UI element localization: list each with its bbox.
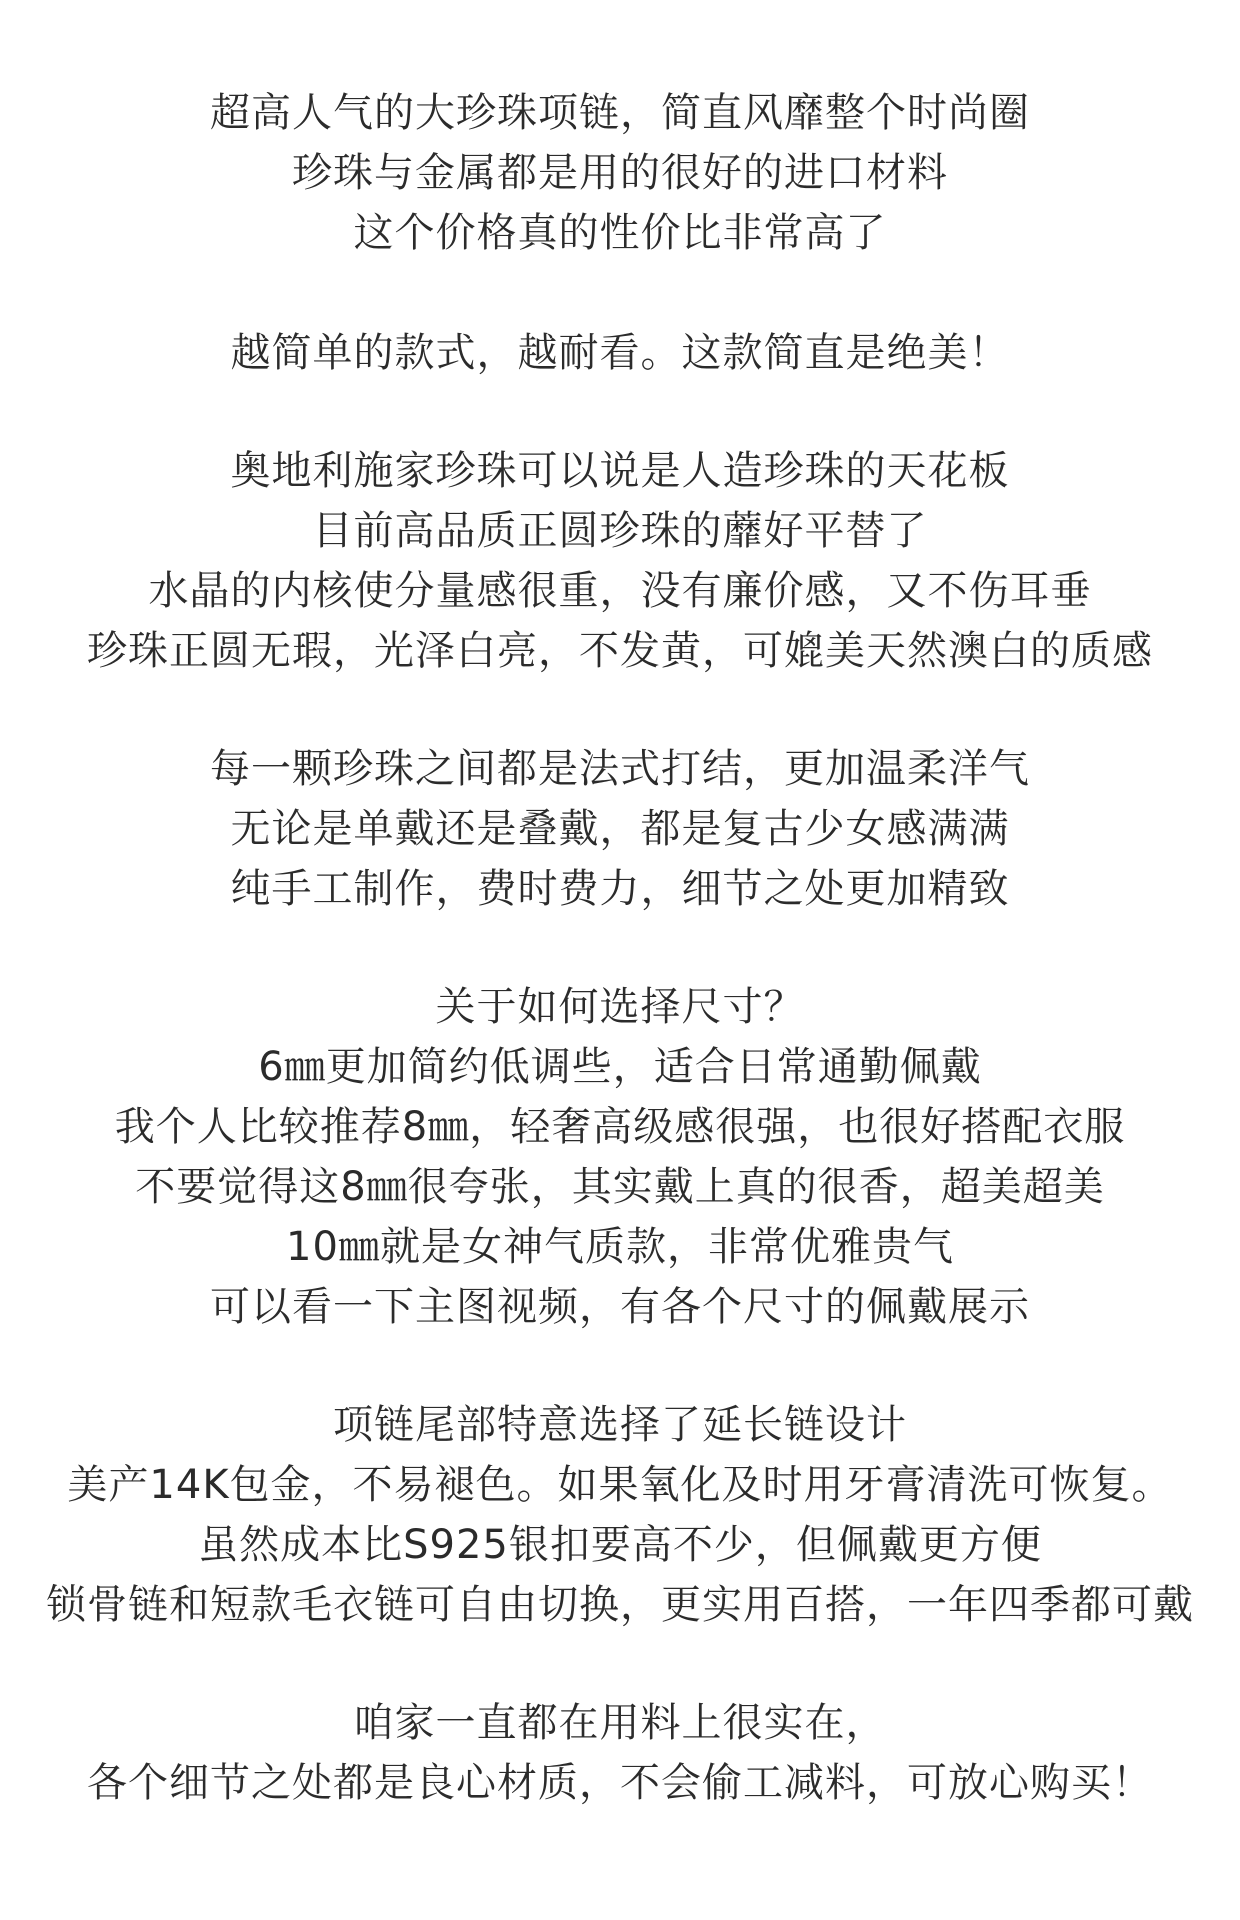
text-line: 珍珠与金属都是用的很好的进口材料 <box>292 150 948 196</box>
text-line: 超高人气的大珍珠项链，简直风靡整个时尚圈 <box>210 90 1030 136</box>
text-line: 每一颗珍珠之间都是法式打结，更加温柔洋气 <box>210 746 1030 792</box>
text-line: 虽然成本比S925银扣要高不少，但佩戴更方便 <box>198 1522 1042 1568</box>
text-line: 关于如何选择尺寸？ <box>435 984 805 1030</box>
text-line: 项链尾部特意选择了延长链设计 <box>333 1402 907 1448</box>
text-line: 6㎜更加简约低调些，适合日常通勤佩戴 <box>258 1044 982 1090</box>
text-line: 珍珠正圆无瑕，光泽白亮，不发黄，可媲美天然澳白的质感 <box>87 628 1153 674</box>
text-line: 奥地利施家珍珠可以说是人造珍珠的天花板 <box>230 448 1010 494</box>
text-line: 各个细节之处都是良心材质，不会偷工减料，可放心购买！ <box>87 1760 1153 1806</box>
text-line: 锁骨链和短款毛衣链可自由切换，更实用百搭，一年四季都可戴 <box>46 1582 1194 1628</box>
text-line: 纯手工制作，费时费力，细节之处更加精致 <box>230 866 1010 912</box>
text-line: 我个人比较推荐8㎜，轻奢高级感很强，也很好搭配衣服 <box>114 1104 1126 1150</box>
text-line: 美产14K包金，不易褪色。如果氧化及时用牙膏清洗可恢复。 <box>67 1462 1173 1508</box>
text-line: 10㎜就是女神气质款，非常优雅贵气 <box>286 1224 954 1270</box>
text-line: 这个价格真的性价比非常高了 <box>353 210 887 256</box>
text-line: 越简单的款式，越耐看。这款简直是绝美！ <box>230 330 1010 376</box>
text-line: 水晶的内核使分量感很重，没有廉价感，又不伤耳垂 <box>148 568 1092 614</box>
text-line: 不要觉得这8㎜很夸张，其实戴上真的很香，超美超美 <box>135 1164 1105 1210</box>
text-line: 目前高品质正圆珍珠的蘼好平替了 <box>312 508 928 554</box>
text-line: 无论是单戴还是叠戴，都是复古少女感满满 <box>230 806 1010 852</box>
text-line: 可以看一下主图视频，有各个尺寸的佩戴展示 <box>210 1284 1030 1330</box>
text-line: 咱家一直都在用料上很实在， <box>353 1700 887 1746</box>
